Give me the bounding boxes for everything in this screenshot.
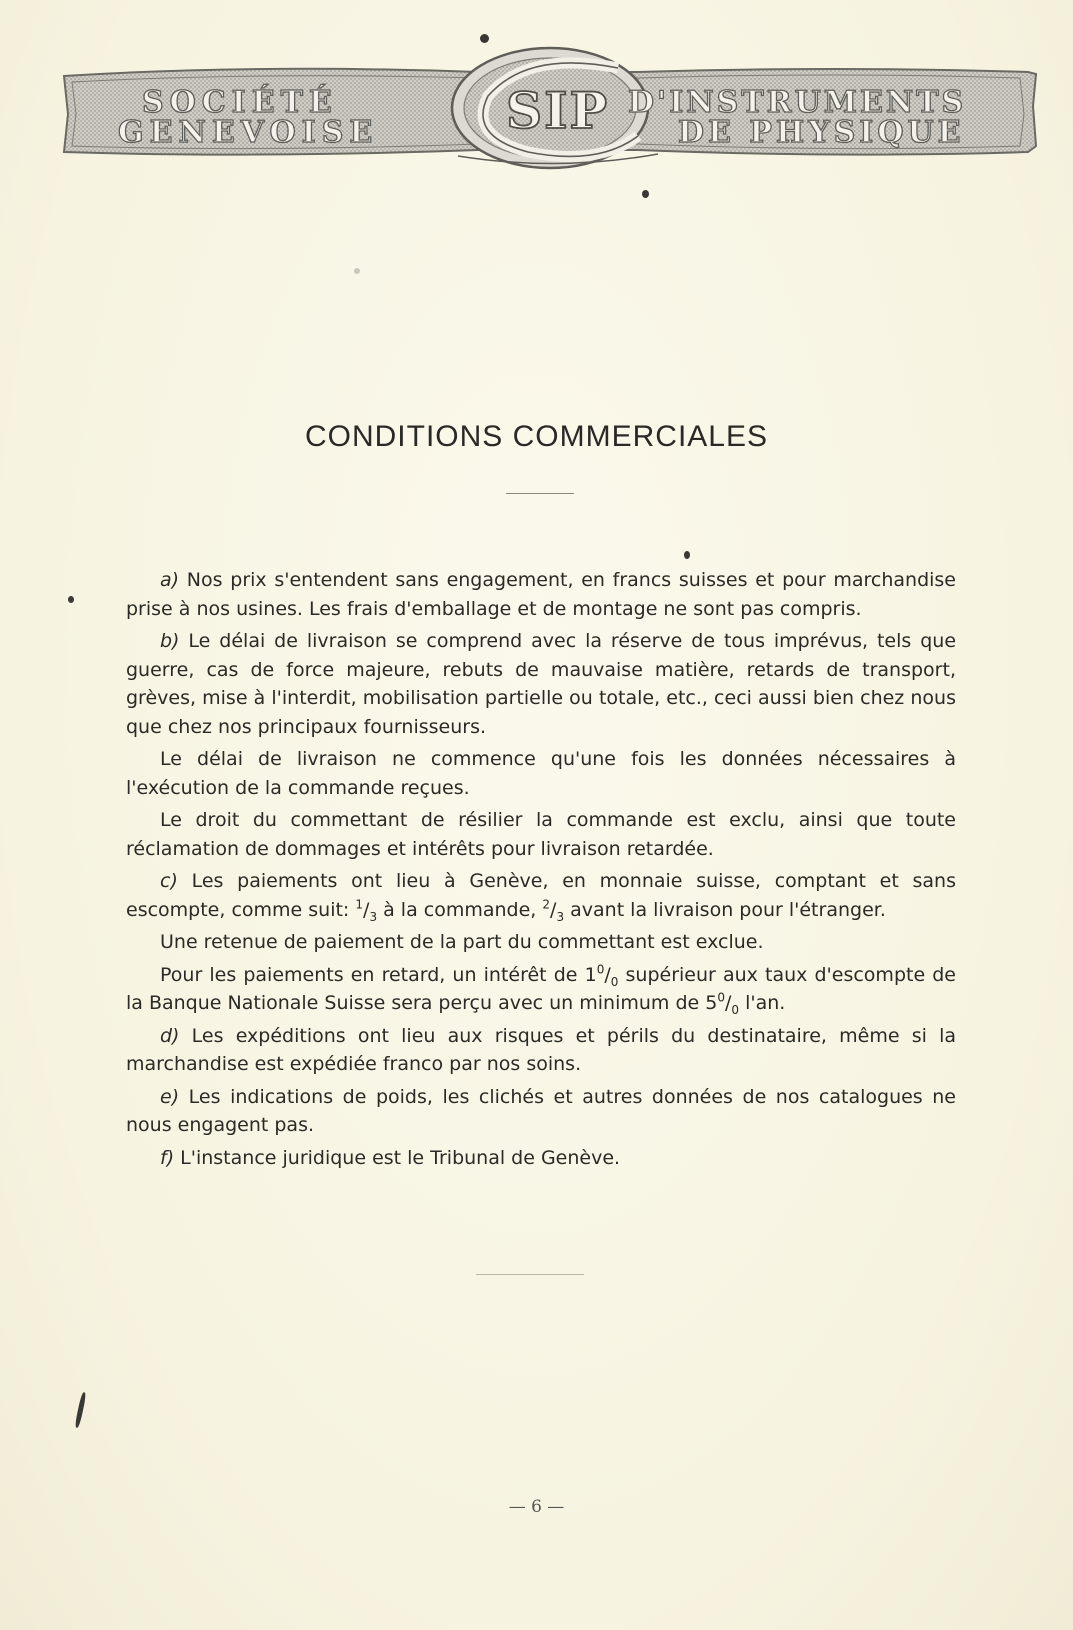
- conditions-body: [126, 566, 956, 1176]
- clause-c-text-2: à la commande,: [383, 898, 537, 921]
- clause-d-letter: d): [160, 1024, 180, 1047]
- clause-e-letter: e): [160, 1085, 180, 1108]
- clause-c-text-3: avant la livraison pour l'étranger.: [570, 898, 886, 921]
- clause-f: [126, 1144, 956, 1173]
- fraction-2-numerator: 2: [542, 897, 551, 912]
- clause-b-paragraph-2: Le délai de livraison ne commence qu'une fois les données nécessaires à l'exécution de la commande reçues.: [126, 748, 956, 799]
- clause-d: [126, 1022, 956, 1079]
- fraction-1-denominator: 3: [369, 909, 378, 924]
- clause-a: [126, 566, 956, 623]
- clause-b-letter: b): [160, 630, 180, 652]
- clause-c-p3-text-1: Pour les paiements en retard, un intérêt de 1: [160, 963, 597, 986]
- paper-speck: [74, 1392, 86, 1428]
- banner-text-genevoise: GENEVOISE: [118, 115, 379, 150]
- page-title: CONDITIONS COMMERCIALES: [304, 420, 769, 453]
- clause-b-text: Le délai de livraison se comprend avec la réserve de tous imprévus, tels que guerre, cas de force majeure, rebuts de mauvaise matière, retards de transport, grèves, mise à l'interdit, mobilisation partielle ou totale, etc., ceci aussi bien chez nous que chez nos principaux fournisseurs.: [126, 630, 957, 738]
- letterhead-banner: [58, 46, 1038, 186]
- clause-a-letter: a): [160, 569, 180, 591]
- clause-e: [126, 1083, 956, 1140]
- clause-f-letter: f): [160, 1146, 175, 1169]
- clause-c: c) Les paiements ont lieu à Genève, en monnaie suisse, comptant et sans escompte, comme suit: $^1/_3$ à la commande, $^2/_3$ avant la livraison pour l'étranger.: [126, 870, 956, 924]
- clause-f-text: L'instance juridique est le Tribunal de Genève.: [180, 1146, 621, 1169]
- clause-c-p3-text-2: supérieur aux taux d'escompte de la Banque Nationale Suisse sera perçu avec un minimum de 5: [126, 963, 957, 1014]
- paper-speck: [68, 596, 74, 603]
- percent-2-denominator: 0: [731, 1002, 740, 1017]
- banner-text-physique: DE PHYSIQUE: [678, 115, 965, 150]
- clause-c-paragraph-3: Pour les paiements en retard, un intérêt de $1^0/_0$ supérieur aux taux d'escompte de la Banque Nationale Suisse sera perçu avec un minimum de $5^0/_0$ l'an.: [126, 962, 957, 1017]
- percent-2-numerator: 0: [717, 990, 725, 1005]
- title-divider: [506, 493, 574, 494]
- banner-text-instruments: D'INSTRUMENTS: [628, 85, 967, 120]
- end-divider: [476, 1274, 584, 1275]
- percent-1-numerator: 0: [596, 962, 605, 977]
- paper-speck: [684, 551, 690, 559]
- paper-speck: [480, 34, 489, 43]
- clause-b-paragraph-3: Le droit du commettant de résilier la commande est exclu, ainsi que toute réclamation de dommages et intérêts pour livraison retardée.: [126, 809, 956, 860]
- fraction-1-numerator: 1: [355, 897, 364, 912]
- page-number: — 6 —: [508, 1497, 565, 1517]
- paper-speck: [642, 190, 649, 198]
- clause-c-letter: c): [160, 870, 178, 892]
- percent-1-denominator: 0: [610, 974, 619, 989]
- clause-b: [126, 627, 956, 741]
- clause-a-text: Nos prix s'entendent sans engagement, en francs suisses et pour marchandise prise à nos usines. Les frais d'emballage et de montage ne sont pas compris.: [126, 569, 956, 620]
- paper-speck: [354, 268, 360, 274]
- clause-c-text-1: Les paiements ont lieu à Genève, en monnaie suisse, comptant et sans escompte, comme suit:: [126, 870, 956, 921]
- clause-d-text: Les expéditions ont lieu aux risques et périls du destinataire, même si la marchandise est expédiée franco par nos soins.: [126, 1024, 956, 1075]
- fraction-2-denominator: 3: [556, 909, 565, 924]
- clause-c-paragraph-2: Une retenue de paiement de la part du commettant est exclue.: [160, 931, 764, 953]
- sip-logo: SIP: [506, 81, 610, 140]
- clause-e-text: Les indications de poids, les clichés et autres données de nos catalogues ne nous engagent pas.: [126, 1085, 956, 1136]
- clause-c-p3-text-3: l'an.: [745, 992, 786, 1014]
- banner-text-societe: SOCIÉTÉ: [142, 85, 338, 120]
